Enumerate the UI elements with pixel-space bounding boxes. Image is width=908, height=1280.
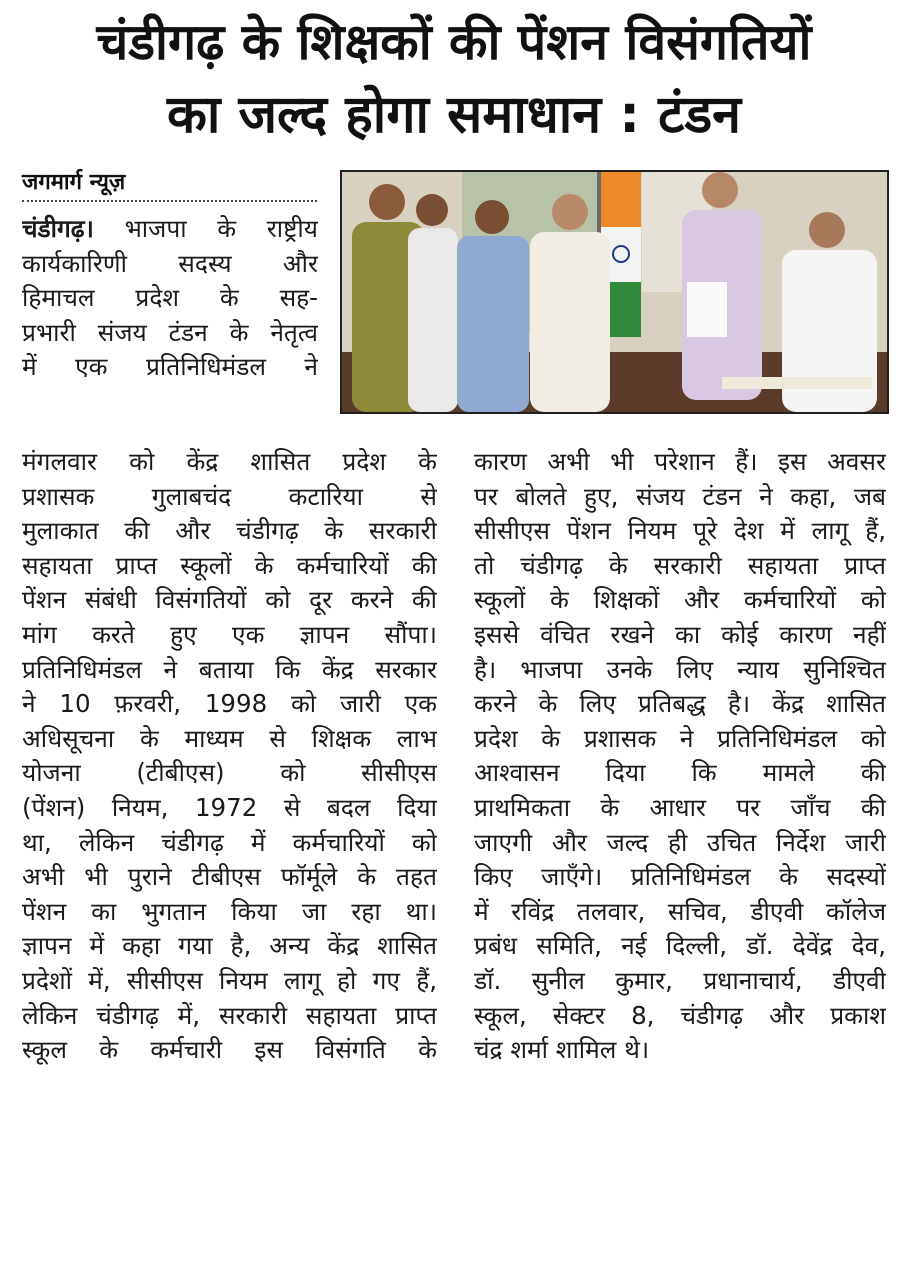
flag-saffron bbox=[601, 172, 641, 227]
desk-papers bbox=[722, 377, 872, 389]
article-line: प्राथमिकता के आधार पर जाँच की bbox=[474, 792, 886, 822]
article-column-top bbox=[22, 212, 318, 385]
article-line: अधिसूचना के माध्यम से शिक्षक लाभ bbox=[22, 723, 437, 753]
photo-illustration bbox=[342, 172, 887, 412]
article-line: ज्ञापन में कहा गया है, अन्य केंद्र शासित bbox=[22, 931, 437, 961]
headline bbox=[0, 6, 908, 152]
article-line: पर बोलते हुए, संजय टंडन ने कहा, जब bbox=[474, 481, 886, 511]
article-line: मुलाकात की और चंडीगढ़ के सरकारी bbox=[22, 516, 437, 546]
article-line: सीसीएस पेंशन नियम पूरे देश में लागू हैं, bbox=[474, 516, 886, 546]
article-line: है। भाजपा उनके लिए न्याय सुनिश्चित bbox=[474, 654, 886, 684]
article-line: प्रदेशों में, सीसीएस नियम लागू हो गए हैं, bbox=[22, 965, 437, 995]
news-photo bbox=[340, 170, 889, 414]
article-line: प्रशासक गुलाबचंद कटारिया से bbox=[22, 481, 437, 511]
memorandum-paper bbox=[687, 282, 727, 337]
article-line: जाएगी और जल्द ही उचित निर्देश जारी bbox=[474, 827, 886, 857]
article-column-left bbox=[22, 445, 437, 1068]
article-line: ने 10 फ़रवरी, 1998 को जारी एक bbox=[22, 689, 437, 719]
article-line: स्कूलों के शिक्षकों और कर्मचारियों को bbox=[474, 585, 886, 615]
article-line bbox=[22, 212, 318, 247]
article-line: मांग करते हुए एक ज्ञापन सौंपा। bbox=[22, 619, 437, 649]
article-line: कार्यकारिणी सदस्य और bbox=[22, 248, 318, 278]
article-line-text: भाजपा के राष्ट्रीय bbox=[124, 214, 318, 243]
headline-line-2: का जल्द होगा समाधान : टंडन bbox=[166, 85, 742, 145]
article-line: मंगलवार को केंद्र शासित प्रदेश के bbox=[22, 447, 437, 476]
article-line: हिमाचल प्रदेश के सह- bbox=[22, 283, 318, 313]
article-line: डॉ. सुनील कुमार, प्रधानाचार्य, डीएवी bbox=[474, 965, 886, 995]
article-line: (पेंशन) नियम, 1972 से बदल दिया bbox=[22, 792, 437, 822]
byline: जगमार्ग न्यूज़ bbox=[22, 168, 317, 202]
article-line: में रविंद्र तलवार, सचिव, डीएवी कॉलेज bbox=[474, 896, 886, 926]
article-column-right bbox=[474, 445, 886, 1068]
article-line: लेकिन चंडीगढ़ में, सरकारी सहायता प्राप्त bbox=[22, 1000, 437, 1030]
article-line: स्कूल, सेक्टर 8, चंडीगढ़ और प्रकाश bbox=[474, 1000, 886, 1030]
article-line: स्कूल के कर्मचारी इस विसंगति के bbox=[22, 1035, 437, 1065]
article-line: प्रदेश के प्रशासक ने प्रतिनिधिमंडल को bbox=[474, 723, 886, 753]
article-line: योजना (टीबीएस) को सीसीएस bbox=[22, 758, 437, 788]
article-line: में एक प्रतिनिधिमंडल ने bbox=[22, 352, 318, 382]
article-line: प्रभारी संजय टंडन के नेतृत्व bbox=[22, 317, 318, 347]
dateline: चंडीगढ़। bbox=[22, 214, 94, 243]
article-line: पेंशन का भुगतान किया जा रहा था। bbox=[22, 896, 437, 926]
headline-line-1: चंडीगढ़ के शिक्षकों की पेंशन विसंगतियों bbox=[96, 13, 812, 71]
article-line: अभी भी पुराने टीबीएस फॉर्मूले के तहत bbox=[22, 862, 437, 892]
article-line: आश्वासन दिया कि मामले की bbox=[474, 758, 886, 788]
article-line: पेंशन संबंधी विसंगतियों को दूर करने की bbox=[22, 585, 437, 615]
article-line: किए जाएँगे। प्रतिनिधिमंडल के सदस्यों bbox=[474, 862, 886, 892]
article-line: तो चंडीगढ़ के सरकारी सहायता प्राप्त bbox=[474, 550, 886, 580]
article-line: प्रबंध समिति, नई दिल्ली, डॉ. देवेंद्र देव, bbox=[474, 931, 886, 961]
article-line: कारण अभी भी परेशान हैं। इस अवसर bbox=[474, 447, 886, 476]
article-line: प्रतिनिधिमंडल ने बताया कि केंद्र सरकार bbox=[22, 654, 437, 684]
article-line: चंद्र शर्मा शामिल थे। bbox=[474, 1035, 650, 1065]
article-line: था, लेकिन चंडीगढ़ में कर्मचारियों को bbox=[22, 827, 437, 857]
article-line: इससे वंचित रखने का कोई कारण नहीं bbox=[474, 619, 886, 649]
article-line: करने के लिए प्रतिबद्ध है। केंद्र शासित bbox=[474, 689, 886, 719]
article-line: सहायता प्राप्त स्कूलों के कर्मचारियों की bbox=[22, 550, 437, 580]
